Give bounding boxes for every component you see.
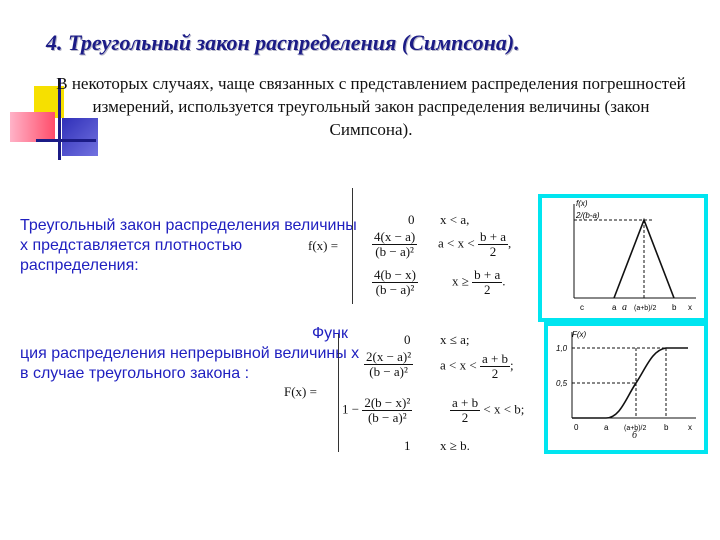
cdf-x-tick-mid: (a+b)/2 bbox=[624, 425, 647, 432]
cdf-description-head: Функ bbox=[312, 325, 348, 342]
cdf-x-tick-0: 0 bbox=[574, 423, 579, 432]
density-formula-brace bbox=[352, 188, 363, 304]
density-row2-expr: $\frac{4(x - a)}{\text{(b − a)²}}$ bbox=[374, 229, 416, 259]
density-y-tick: 2/(b-a) bbox=[576, 211, 600, 220]
density-description: Треугольный закон распределения величины x представляется плотностью распределения: bbox=[20, 217, 357, 274]
density-row3-cond: x ≥ $\frac{b + a}{2}$ . bbox=[452, 267, 506, 297]
density-x-tick-c: c bbox=[580, 303, 584, 312]
density-row1-cond: x < a, bbox=[440, 212, 470, 227]
cdf-x-tick-b: b bbox=[664, 423, 669, 432]
cdf-graph-caption: б bbox=[632, 430, 638, 441]
cdf-x-tick-x: x bbox=[688, 423, 692, 432]
cdf-formula-brace bbox=[338, 334, 349, 452]
cdf-y-tick-05: 0,5 bbox=[556, 379, 568, 388]
density-graph-caption: а bbox=[622, 302, 627, 313]
cdf-row3-expr: 1 − $\frac{\text{2(b − x)²}}{\text{(b − a)²}}$ bbox=[342, 395, 411, 425]
density-y-label: f(x) bbox=[576, 199, 588, 208]
density-row2-cond: a < x < $\frac{b + a}{2}$ , bbox=[438, 229, 512, 259]
cdf-row4-value: 1 bbox=[404, 438, 411, 453]
cdf-formula-lhs: F(x) = bbox=[284, 384, 317, 399]
cdf-row1-value: 0 bbox=[404, 332, 411, 347]
cdf-y-label: F(x) bbox=[572, 330, 587, 339]
cdf-graph-panel bbox=[544, 322, 708, 454]
cdf-y-tick-1: 1,0 bbox=[556, 344, 568, 353]
density-graph-panel bbox=[538, 194, 708, 322]
cdf-description: ция распределения непрерывной величины x в случае треугольного закона : bbox=[20, 345, 360, 382]
cdf-graph bbox=[548, 326, 704, 450]
density-x-tick-b: b bbox=[672, 303, 677, 312]
density-row1-value: 0 bbox=[408, 212, 415, 227]
density-x-tick-a: a bbox=[612, 303, 617, 312]
cdf-row2-cond: a < x < $\frac{a + b}{2}$ ; bbox=[440, 351, 514, 381]
density-x-tick-x: x bbox=[688, 303, 692, 312]
density-formula-lhs: f(x) = bbox=[308, 238, 339, 253]
intro-paragraph: В некоторых случаях, чаще связанных с представлением распределения погрешностей измерений, используется треугольный закон распределения величины (закон Симпсона). bbox=[56, 74, 686, 139]
cdf-row3-cond: $\frac{a + b}{2}$ < x < b; bbox=[452, 395, 525, 425]
cdf-x-tick-a: a bbox=[604, 423, 609, 432]
density-x-tick-mid: (a+b)/2 bbox=[634, 305, 657, 312]
cdf-row1-cond: x ≤ a; bbox=[440, 332, 470, 347]
slide-title: 4. Треугольный закон распределения (Симпсона). bbox=[46, 30, 520, 55]
density-row3-expr: $\frac{4(b - x)}{\text{(b − a)²}}$ bbox=[374, 267, 416, 297]
decor-pink-square bbox=[10, 112, 55, 142]
cdf-row4-cond: x ≥ b. bbox=[440, 438, 470, 453]
cdf-row2-expr: $\frac{\text{2(x − a)²}}{\text{(b − a)²}}$ bbox=[366, 349, 412, 379]
density-graph bbox=[542, 198, 704, 318]
